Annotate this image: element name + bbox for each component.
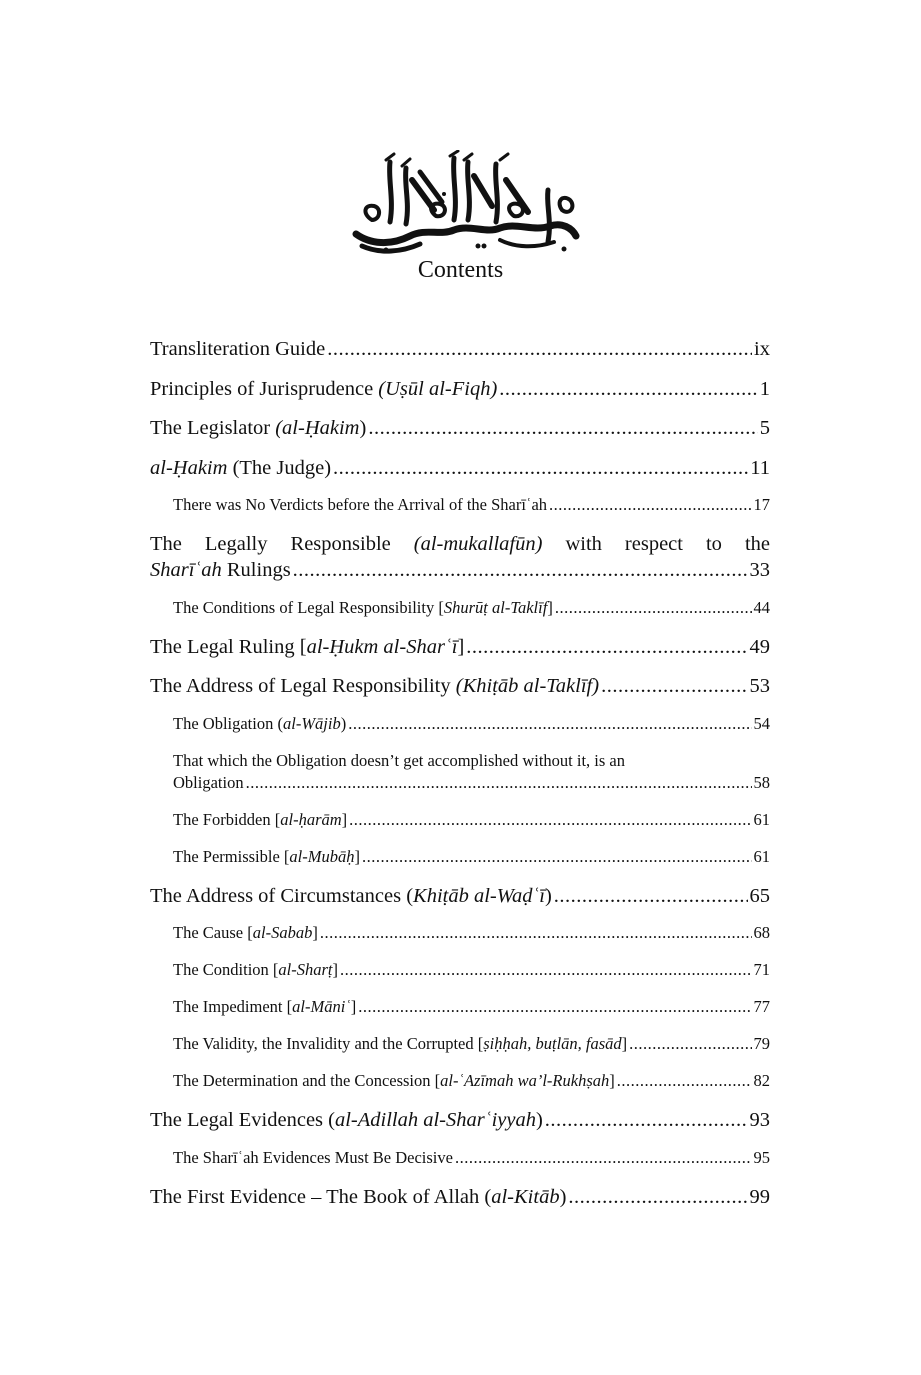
dot-leader <box>549 494 751 516</box>
toc-entry-title: The Legal Ruling [al-Ḥukm al-Sharʿī] <box>150 635 465 658</box>
toc-entry-title: The Address of Circumstances (Khiṭāb al-Waḍʿī) <box>150 884 552 907</box>
toc-entry-page: ix <box>754 338 770 360</box>
basmala-calligraphy <box>350 150 580 255</box>
toc-entry-title: The Legal Evidences (al-Adillah al-Sharʿiyyah) <box>150 1109 543 1131</box>
toc-entry[interactable] <box>150 883 770 909</box>
toc-entry-page: 1 <box>759 377 770 400</box>
dot-leader <box>568 1184 747 1210</box>
toc-entry-page: 93 <box>749 1109 770 1131</box>
dot-leader <box>327 336 752 362</box>
toc-entry-page: 53 <box>749 675 770 697</box>
dot-leader <box>499 376 757 402</box>
toc-entry-title: The First Evidence – The Book of Allah (al-Kitāb) <box>150 1185 567 1208</box>
toc-entry-title: The Impediment [al-Māniʿ] <box>173 997 357 1016</box>
toc-entry[interactable] <box>173 1147 770 1169</box>
toc-entry-title: The Cause [al-Sabab] <box>173 923 318 942</box>
dot-leader <box>601 673 747 699</box>
dot-leader <box>554 883 748 909</box>
toc-entry-title-line2: Obligation <box>173 772 244 792</box>
toc-entry[interactable] <box>173 1070 770 1092</box>
dot-leader <box>320 922 752 944</box>
toc-entry[interactable] <box>173 922 770 944</box>
toc-entry-title: Transliteration Guide <box>150 338 326 360</box>
toc-entry-title: The Permissible [al-Mubāḥ] <box>173 846 360 866</box>
toc-entry-title: The Determination and the Concession [al-ʿAzīmah wa’l-Rukhṣah] <box>173 1071 615 1090</box>
toc-entry-title: The Obligation (al-Wājib) <box>173 713 347 733</box>
toc-entry-page: 61 <box>753 809 770 829</box>
dot-leader <box>455 1147 752 1169</box>
toc-entry-title-line1: The Legally Responsible (al-mukallafūn) with respect to the <box>150 533 770 555</box>
toc-entry-title: There was No Verdicts before the Arrival of the Sharīʿah <box>173 495 548 514</box>
dot-leader <box>466 634 747 660</box>
toc-entry[interactable] <box>150 376 770 402</box>
toc-entry[interactable] <box>150 673 770 699</box>
toc-entry[interactable] <box>173 1033 770 1055</box>
dot-leader <box>629 1033 751 1055</box>
table-of-contents <box>150 336 770 1223</box>
toc-entry-title: al-Ḥakim (The Judge) <box>150 456 332 479</box>
toc-entry[interactable] <box>150 1107 770 1133</box>
toc-entry[interactable] <box>173 713 770 735</box>
toc-entry-page: 17 <box>753 495 770 514</box>
dot-leader <box>555 597 752 619</box>
toc-entry-page: 44 <box>753 597 770 617</box>
dot-leader <box>348 713 751 735</box>
dot-leader <box>358 996 751 1018</box>
toc-entry-page: 65 <box>749 884 770 907</box>
dot-leader <box>617 1070 752 1092</box>
dot-leader <box>293 557 748 583</box>
toc-entry-page: 54 <box>753 713 770 733</box>
toc-entry-page: 95 <box>753 1147 770 1167</box>
toc-entry-title: Principles of Jurisprudence (Uṣūl al-Fiqh) <box>150 377 498 400</box>
toc-entry-title: The Condition [al-Sharṭ] <box>173 960 338 979</box>
toc-entry[interactable] <box>150 336 770 362</box>
toc-entry-title: The Conditions of Legal Responsibility [Shurūṭ al-Taklīf] <box>173 597 553 617</box>
toc-entry-page: 61 <box>753 846 770 866</box>
toc-entry-page: 82 <box>753 1071 770 1090</box>
toc-entry-page: 5 <box>759 417 770 439</box>
toc-entry[interactable] <box>150 1184 770 1210</box>
toc-entry[interactable] <box>173 597 770 619</box>
toc-entry-page: 33 <box>749 559 770 581</box>
dot-leader <box>545 1107 748 1133</box>
toc-entry[interactable] <box>173 996 770 1018</box>
toc-entry[interactable] <box>173 959 770 981</box>
dot-leader <box>333 455 748 481</box>
toc-entry[interactable] <box>150 415 770 441</box>
toc-entry-page: 71 <box>753 960 770 979</box>
toc-entry[interactable] <box>173 846 770 868</box>
dot-leader <box>246 772 752 794</box>
toc-entry[interactable] <box>150 455 770 481</box>
toc-entry[interactable] <box>173 809 770 831</box>
dot-leader <box>340 959 752 981</box>
page-title: Contents <box>417 257 504 283</box>
toc-entry-title-line1: That which the Obligation doesn’t get accomplished without it, is an <box>173 750 625 770</box>
toc-entry-title: The Forbidden [al-ḥarām] <box>173 809 348 829</box>
toc-entry-page: 49 <box>749 635 770 658</box>
toc-entry-page: 11 <box>750 456 770 479</box>
toc-entry[interactable] <box>150 634 770 660</box>
toc-entry-title-line2: Sharīʿah Rulings <box>150 559 291 581</box>
dot-leader <box>368 415 757 441</box>
toc-entry-page: 79 <box>753 1034 770 1053</box>
toc-entry-title: The Sharīʿah Evidences Must Be Decisive <box>173 1147 453 1167</box>
dot-leader <box>362 846 752 868</box>
toc-entry-page: 58 <box>753 772 770 792</box>
dot-leader <box>349 809 751 831</box>
toc-entry[interactable] <box>173 750 770 794</box>
toc-entry-title: The Legislator (al-Ḥakim) <box>150 417 367 439</box>
toc-entry-page: 99 <box>749 1185 770 1208</box>
toc-entry-title: The Validity, the Invalidity and the Corrupted [ṣiḥḥah, buṭlān, fasād] <box>173 1034 628 1053</box>
toc-entry[interactable] <box>173 494 770 516</box>
toc-entry-title: The Address of Legal Responsibility (Khiṭāb al-Taklīf) <box>150 675 600 697</box>
toc-entry[interactable] <box>150 531 770 583</box>
toc-entry-page: 68 <box>753 923 770 942</box>
toc-entry-page: 77 <box>753 997 770 1016</box>
